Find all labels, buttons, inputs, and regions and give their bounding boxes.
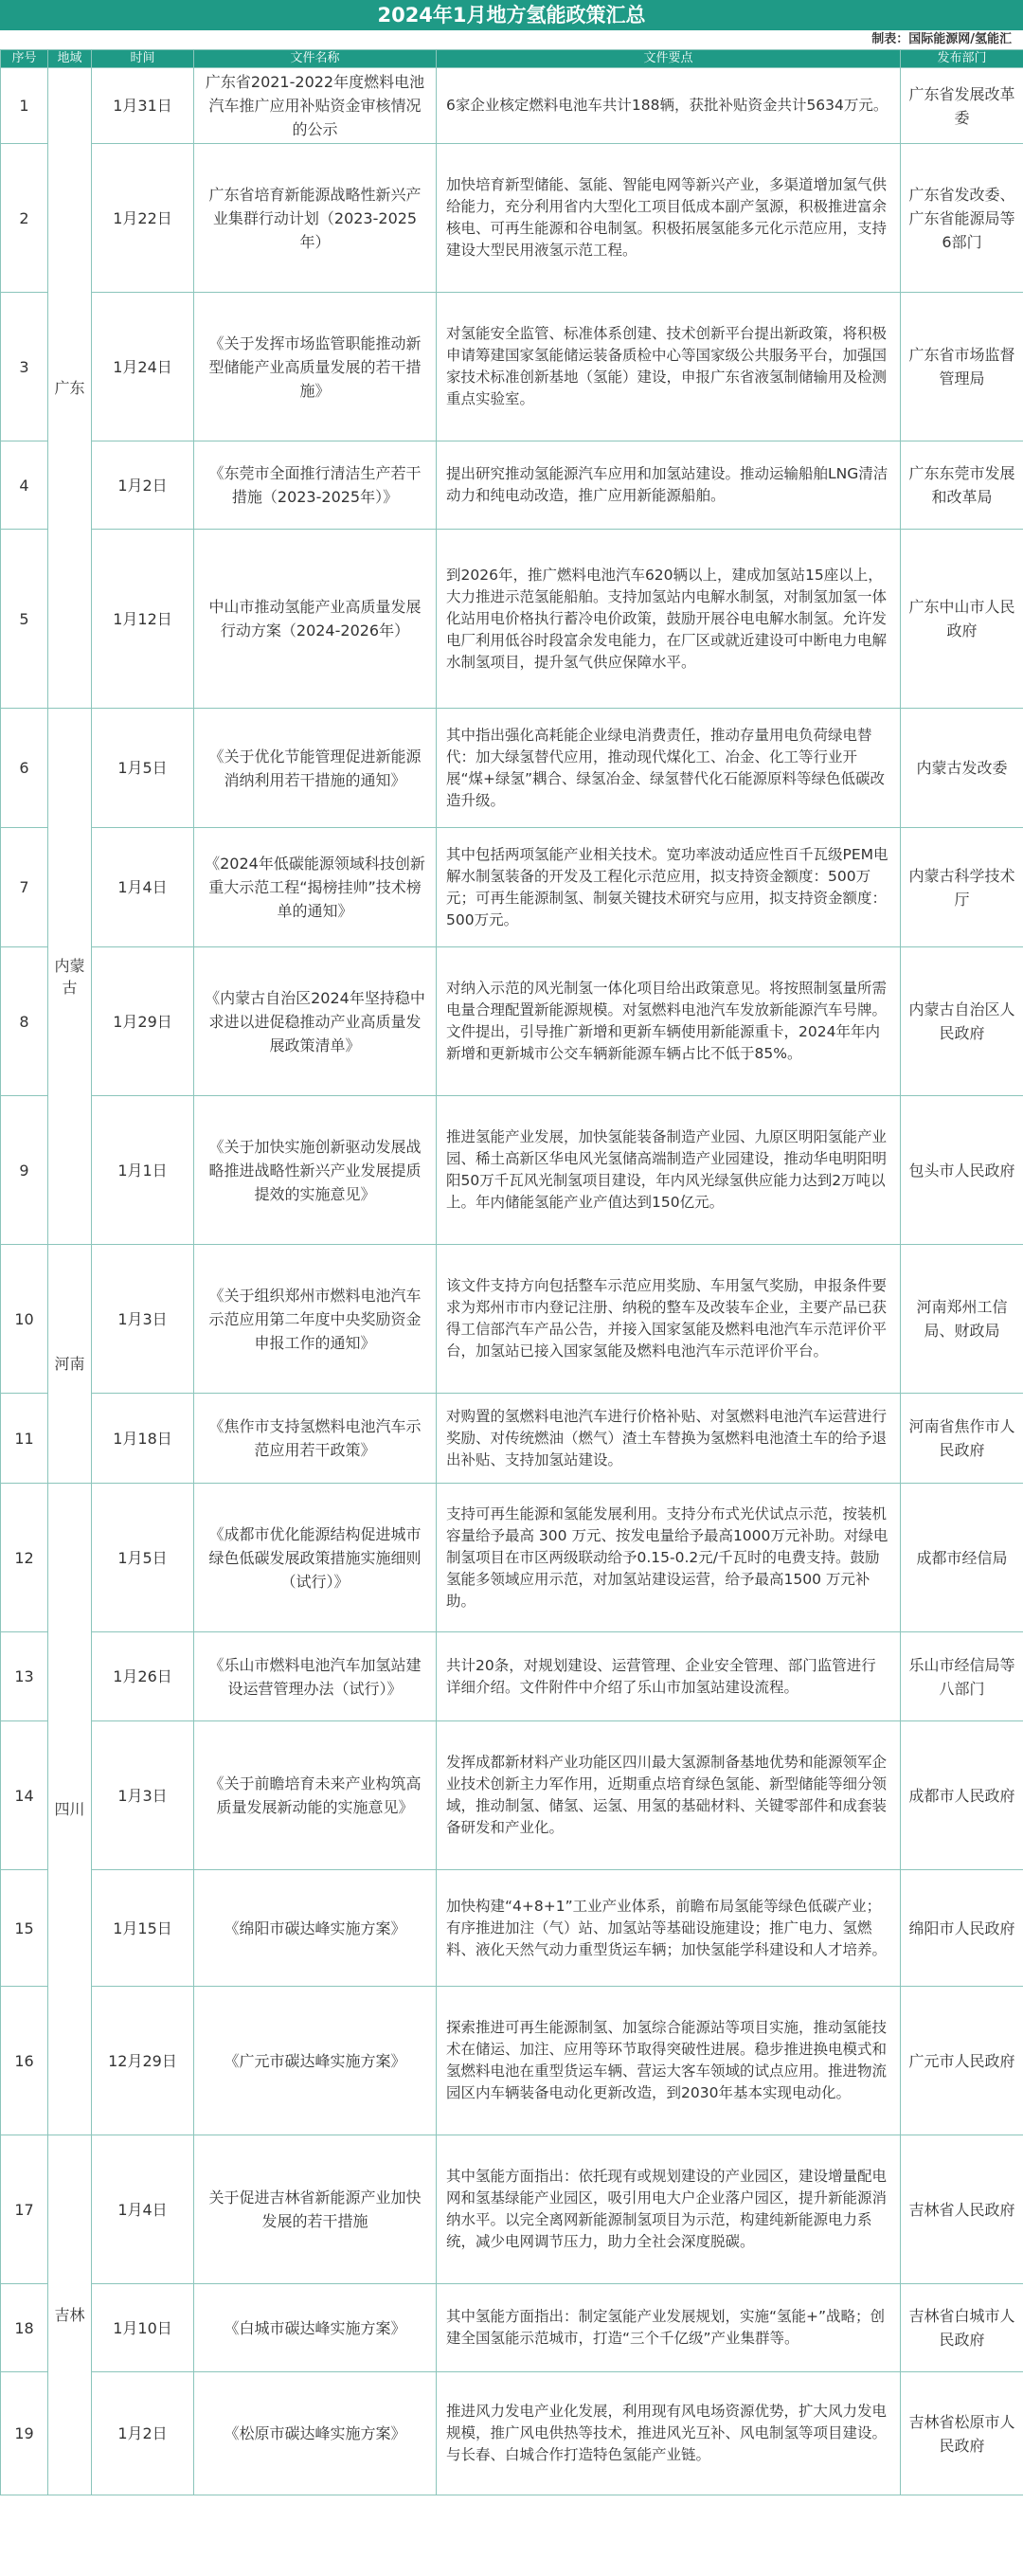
table-row xyxy=(1,1721,1023,1870)
summary-cell: 对纳入示范的风光制氢一体化项目给出政策意见。将按照制氢量所需电量合理配置新能源规模。对氢燃料电池汽车发放新能源汽车号牌。文件提出，引导推广新增和更新车辆使用新能源重卡，2024年年内新增和更新城市公交车辆新能源车辆占比不低于85%。 xyxy=(437,947,901,1096)
summary-cell: 推进风力发电产业化发展，利用现有风电场资源优势，扩大风力发电规模，推广风电供热等技术，推进风光互补、风电制氢等项目建设。与长春、白城合作打造特色氢能产业链。 xyxy=(437,2372,901,2495)
row-number: 16 xyxy=(1,1987,48,2135)
document-name-cell: 《关于优化节能管理促进新能源消纳利用若干措施的通知》 xyxy=(194,709,437,828)
table-row xyxy=(1,709,1023,828)
date-cell: 1月2日 xyxy=(92,441,194,530)
table-body xyxy=(1,68,1023,2495)
column-header-summary: 文件要点 xyxy=(437,50,901,68)
row-number: 9 xyxy=(1,1096,48,1245)
document-name-cell: 广东省2021-2022年度燃料电池汽车推广应用补贴资金审核情况的公示 xyxy=(194,68,437,144)
department-cell: 广东中山市人民政府 xyxy=(901,530,1023,709)
document-name-cell: 关于促进吉林省新能源产业加快发展的若干措施 xyxy=(194,2135,437,2284)
document-name-cell: 《焦作市支持氢燃料电池汽车示范应用若干政策》 xyxy=(194,1394,437,1484)
column-header-doc: 文件名称 xyxy=(194,50,437,68)
header-row xyxy=(1,50,1023,68)
department-cell: 吉林省人民政府 xyxy=(901,2135,1023,2284)
department-cell: 吉林省白城市人民政府 xyxy=(901,2284,1023,2372)
table-row xyxy=(1,68,1023,144)
document-name-cell: 《广元市碳达峰实施方案》 xyxy=(194,1987,437,2135)
table-row xyxy=(1,828,1023,947)
table-row xyxy=(1,1987,1023,2135)
document-name-cell: 中山市推动氢能产业高质量发展行动方案（2024-2026年） xyxy=(194,530,437,709)
column-header-dept: 发布部门 xyxy=(901,50,1023,68)
document-name-cell: 《成都市优化能源结构促进城市绿色低碳发展政策措施实施细则（试行）》 xyxy=(194,1484,437,1632)
summary-cell: 对购置的氢燃料电池汽车进行价格补贴、对氢燃料电池汽车运营进行奖励、对传统燃油（燃气）渣土车替换为氢燃料电池渣土车的给予退出补贴、支持加氢站建设。 xyxy=(437,1394,901,1484)
table-title: 2024年1月地方氢能政策汇总 xyxy=(0,0,1023,30)
row-number: 3 xyxy=(1,293,48,441)
row-number: 10 xyxy=(1,1245,48,1394)
table-row xyxy=(1,1096,1023,1245)
row-number: 4 xyxy=(1,441,48,530)
table-row xyxy=(1,1245,1023,1394)
department-cell: 广东省市场监督管理局 xyxy=(901,293,1023,441)
document-name-cell: 《东莞市全面推行清洁生产若干措施（2023-2025年）》 xyxy=(194,441,437,530)
department-cell: 河南郑州工信局、财政局 xyxy=(901,1245,1023,1394)
date-cell: 1月5日 xyxy=(92,709,194,828)
summary-cell: 加快构建“4+8+1”工业产业体系，前瞻布局氢能等绿色低碳产业；有序推进加注（气）站、加氢站等基础设施建设；推广电力、氢燃料、液化天然气动力重型货运车辆；加快氢能学科建设和人才培养。 xyxy=(437,1870,901,1987)
date-cell: 1月31日 xyxy=(92,68,194,144)
table-row xyxy=(1,293,1023,441)
row-number: 15 xyxy=(1,1870,48,1987)
summary-cell: 其中指出强化高耗能企业绿电消费责任，推动存量用电负荷绿电替代：加大绿氢替代应用，推动现代煤化工、冶金、化工等行业开展“煤+绿氢”耦合、绿氢冶金、绿氢替代化石能源原料等绿色低碳改造升级。 xyxy=(437,709,901,828)
summary-cell: 对氢能安全监管、标准体系创建、技术创新平台提出新政策，将积极申请筹建国家氢能储运装备质检中心等国家级公共服务平台，加强国家技术标准创新基地（氢能）建设，申报广东省液氢制储输用及检测重点实验室。 xyxy=(437,293,901,441)
column-header-date: 时间 xyxy=(92,50,194,68)
table-row xyxy=(1,2135,1023,2284)
document-name-cell: 《2024年低碳能源领域科技创新重大示范工程“揭榜挂帅”技术榜单的通知》 xyxy=(194,828,437,947)
date-cell: 1月18日 xyxy=(92,1394,194,1484)
row-number: 19 xyxy=(1,2372,48,2495)
column-header-no: 序号 xyxy=(1,50,48,68)
summary-cell: 6家企业核定燃料电池车共计188辆，获批补贴资金共计5634万元。 xyxy=(437,68,901,144)
row-number: 6 xyxy=(1,709,48,828)
department-cell: 广元市人民政府 xyxy=(901,1987,1023,2135)
summary-cell: 推进氢能产业发展，加快氢能装备制造产业园、九原区明阳氢能产业园、稀土高新区华电风光氢储高端制造产业园建设，推动华电明阳明阳50万千瓦风光制氢项目建设，年内风光绿氢供应能力达到2万吨以上。年内储能氢能产业产值达到150亿元。 xyxy=(437,1096,901,1245)
document-name-cell: 《关于加快实施创新驱动发展战略推进战略性新兴产业发展提质提效的实施意见》 xyxy=(194,1096,437,1245)
table-row xyxy=(1,1632,1023,1721)
document-name-cell: 《松原市碳达峰实施方案》 xyxy=(194,2372,437,2495)
document-name-cell: 《白城市碳达峰实施方案》 xyxy=(194,2284,437,2372)
department-cell: 成都市人民政府 xyxy=(901,1721,1023,1870)
summary-cell: 其中氢能方面指出：制定氢能产业发展规划，实施“氢能+”战略；创建全国氢能示范城市，打造“三个千亿级”产业集群等。 xyxy=(437,2284,901,2372)
policy-table xyxy=(0,49,1023,2495)
summary-cell: 加快培育新型储能、氢能、智能电网等新兴产业，多渠道增加氢气供给能力，充分利用省内大型化工项目低成本副产氢源，积极推进富余核电、可再生能源和谷电制氢。积极拓展氢能多元化示范应用，支持建设大型民用液氢示范工程。 xyxy=(437,144,901,293)
department-cell: 内蒙古科学技术厅 xyxy=(901,828,1023,947)
credit-line: 制表：国际能源网/氢能汇 xyxy=(0,30,1023,49)
row-number: 14 xyxy=(1,1721,48,1870)
table-row xyxy=(1,2284,1023,2372)
summary-cell: 探索推进可再生能源制氢、加氢综合能源站等项目实施，推动氢能技术在储运、加注、应用等环节取得突破性进展。稳步推进换电模式和氢燃料电池在重型货运车辆、营运大客车领域的试点应用。推进物流园区内车辆装备电动化更新改造，到2030年基本实现电动化。 xyxy=(437,1987,901,2135)
document-name-cell: 《关于发挥市场监管职能推动新型储能产业高质量发展的若干措施》 xyxy=(194,293,437,441)
department-cell: 内蒙古发改委 xyxy=(901,709,1023,828)
date-cell: 1月5日 xyxy=(92,1484,194,1632)
date-cell: 1月4日 xyxy=(92,2135,194,2284)
row-number: 17 xyxy=(1,2135,48,2284)
date-cell: 1月12日 xyxy=(92,530,194,709)
department-cell: 成都市经信局 xyxy=(901,1484,1023,1632)
summary-cell: 该文件支持方向包括整车示范应用奖励、车用氢气奖励，申报条件要求为郑州市市内登记注册、纳税的整车及改装车企业，主要产品已获得工信部汽车产品公告，并接入国家氢能及燃料电池汽车示范评价平台，加氢站已接入国家氢能及燃料电池汽车示范评价平台。 xyxy=(437,1245,901,1394)
date-cell: 1月29日 xyxy=(92,947,194,1096)
table-row xyxy=(1,144,1023,293)
table-row xyxy=(1,441,1023,530)
date-cell: 1月4日 xyxy=(92,828,194,947)
department-cell: 广东省发改委、广东省能源局等6部门 xyxy=(901,144,1023,293)
summary-cell: 到2026年，推广燃料电池汽车620辆以上，建成加氢站15座以上，大力推进示范氢能船舶。支持加氢站内电解水制氢，对制氢加氢一体化站用电价格执行蓄冷电价政策，鼓励开展谷电电解水制氢。允许发电厂利用低谷时段富余发电能力，在厂区或就近建设可中断电力电解水制氢项目，提升氢气供应保障水平。 xyxy=(437,530,901,709)
summary-cell: 提出研究推动氢能源汽车应用和加氢站建设。推动运输船舶LNG清洁动力和纯电动改造，推广应用新能源船舶。 xyxy=(437,441,901,530)
region-cell: 广东 xyxy=(48,68,92,709)
summary-cell: 支持可再生能源和氢能发展利用。支持分布式光伏试点示范，按装机容量给予最高 300 万元、按发电量给予最高1000万元补助。对绿电制氢项目在市区两级联动给予0.15-0.2元/千瓦时的电费支持。鼓励氢能多领域应用示范，对加氢站建设运营，给予最高1500 万元补助。 xyxy=(437,1484,901,1632)
region-cell: 河南 xyxy=(48,1245,92,1484)
department-cell: 乐山市经信局等八部门 xyxy=(901,1632,1023,1721)
table-row xyxy=(1,947,1023,1096)
region-cell: 四川 xyxy=(48,1484,92,2135)
table-row xyxy=(1,530,1023,709)
department-cell: 绵阳市人民政府 xyxy=(901,1870,1023,1987)
document-name-cell: 《内蒙古自治区2024年坚持稳中求进以进促稳推动产业高质量发展政策清单》 xyxy=(194,947,437,1096)
row-number: 8 xyxy=(1,947,48,1096)
department-cell: 吉林省松原市人民政府 xyxy=(901,2372,1023,2495)
department-cell: 包头市人民政府 xyxy=(901,1096,1023,1245)
date-cell: 1月15日 xyxy=(92,1870,194,1987)
document-name-cell: 《绵阳市碳达峰实施方案》 xyxy=(194,1870,437,1987)
document-name-cell: 《关于组织郑州市燃料电池汽车示范应用第二年度中央奖励资金申报工作的通知》 xyxy=(194,1245,437,1394)
table-row xyxy=(1,1870,1023,1987)
date-cell: 1月22日 xyxy=(92,144,194,293)
summary-cell: 其中包括两项氢能产业相关技术。宽功率波动适应性百千瓦级PEM电解水制氢装备的开发及工程化示范应用，拟支持资金额度：500万元；可再生能源制氢、制氨关键技术研究与应用，拟支持资金额度：500万元。 xyxy=(437,828,901,947)
date-cell: 1月3日 xyxy=(92,1245,194,1394)
table-row xyxy=(1,1484,1023,1632)
summary-cell: 发挥成都新材料产业功能区四川最大氢源制备基地优势和能源领军企业技术创新主力军作用，近期重点培育绿色氢能、新型储能等细分领域，推动制氢、储氢、运氢、用氢的基础材料、关键零部件和成套装备研发和产业化。 xyxy=(437,1721,901,1870)
department-cell: 河南省焦作市人民政府 xyxy=(901,1394,1023,1484)
table-row xyxy=(1,2372,1023,2495)
row-number: 7 xyxy=(1,828,48,947)
row-number: 13 xyxy=(1,1632,48,1721)
summary-cell: 其中氢能方面指出：依托现有或规划建设的产业园区，建设增量配电网和氢基绿能产业园区，吸引用电大户企业落户园区，提升新能源消纳水平。以完全离网新能源制氢项目为示范，构建纯新能源电力系统，减少电网调节压力，助力全社会深度脱碳。 xyxy=(437,2135,901,2284)
row-number: 12 xyxy=(1,1484,48,1632)
column-header-region: 地域 xyxy=(48,50,92,68)
row-number: 18 xyxy=(1,2284,48,2372)
row-number: 11 xyxy=(1,1394,48,1484)
date-cell: 1月10日 xyxy=(92,2284,194,2372)
date-cell: 1月24日 xyxy=(92,293,194,441)
row-number: 5 xyxy=(1,530,48,709)
table-row xyxy=(1,1394,1023,1484)
region-cell: 吉林 xyxy=(48,2135,92,2495)
department-cell: 广东省发展改革委 xyxy=(901,68,1023,144)
department-cell: 广东东莞市发展和改革局 xyxy=(901,441,1023,530)
date-cell: 1月1日 xyxy=(92,1096,194,1245)
row-number: 2 xyxy=(1,144,48,293)
date-cell: 1月2日 xyxy=(92,2372,194,2495)
document-name-cell: 《乐山市燃料电池汽车加氢站建设运营管理办法（试行）》 xyxy=(194,1632,437,1721)
summary-cell: 共计20条，对规划建设、运营管理、企业安全管理、部门监管进行详细介绍。文件附件中介绍了乐山市加氢站建设流程。 xyxy=(437,1632,901,1721)
document-name-cell: 广东省培育新能源战略性新兴产业集群行动计划（2023-2025年） xyxy=(194,144,437,293)
date-cell: 1月3日 xyxy=(92,1721,194,1870)
date-cell: 1月26日 xyxy=(92,1632,194,1721)
department-cell: 内蒙古自治区人民政府 xyxy=(901,947,1023,1096)
row-number: 1 xyxy=(1,68,48,144)
date-cell: 12月29日 xyxy=(92,1987,194,2135)
region-cell: 内蒙古 xyxy=(48,709,92,1245)
document-name-cell: 《关于前瞻培育未来产业构筑高质量发展新动能的实施意见》 xyxy=(194,1721,437,1870)
